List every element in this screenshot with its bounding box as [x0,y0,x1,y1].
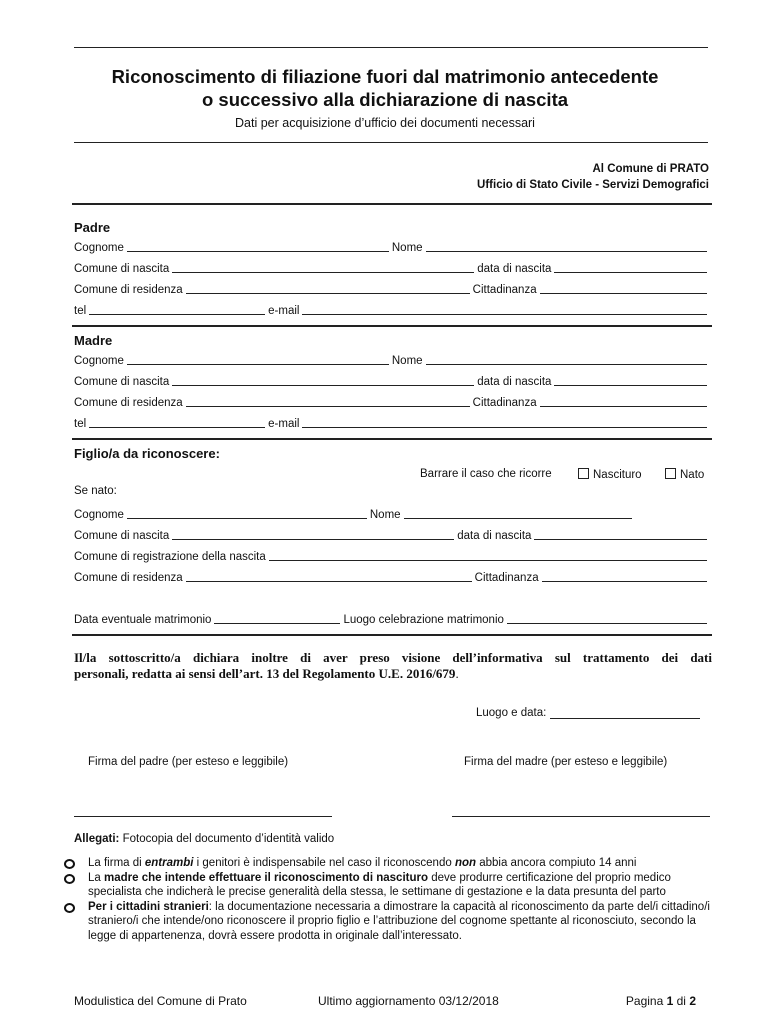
luogo-data-label: Luogo e data: [476,707,547,719]
note-item-stranieri [64,900,714,944]
allegati-text: Fotocopia del documento d’identità valido [122,833,335,845]
madre-tel-field[interactable] [89,415,265,428]
page-title-line1: Riconoscimento di filiazione fuori dal matrimonio antecedente [111,66,659,87]
padre-comune-residenza-label: Comune di residenza [74,284,183,296]
section-rule-dichiarazione [72,634,712,636]
section-rule-figlio [72,438,712,440]
madre-comune-nascita-field[interactable] [172,373,474,386]
footer-page-prefix: Pagina [625,994,667,1008]
option-nascituro-label: Nascituro [593,469,642,481]
madre-email-label: e-mail [268,418,300,430]
luogo-data-field[interactable] [550,706,700,719]
padre-nome-field[interactable] [426,239,707,252]
note3-text: : la documentazione necessaria a dimostrare la capacità al riconoscimento da parte del/i cittadino/i straniero/i che intende/ono riconoscere il proprio figlio e l’attribuzione del cognome spettante al riconosciuto, secondo la legge di appartenenza, dovrà essere prodotta in originale dall’interessato. [88,900,710,942]
madre-cognome-label: Cognome [74,355,124,367]
figlio-data-nascita-field[interactable] [534,527,707,540]
figlio-comune-registrazione-field[interactable] [269,548,707,561]
figlio-row-residenza [74,568,710,584]
madre-row-nascita [74,372,710,388]
firma-madre-line[interactable] [452,816,710,817]
dichiarazione-line1: Il/la sottoscritto/a dichiara inoltre di aver preso visione dell’informativa sul trattamento dei dati [74,650,712,665]
padre-row-contatti [74,301,710,317]
padre-email-field[interactable] [302,302,707,315]
barrare-label: Barrare il caso che ricorre [420,468,552,480]
figlio-nome-label: Nome [369,509,401,521]
madre-nome-field[interactable] [426,352,707,365]
figlio-cittadinanza-field[interactable] [542,569,707,582]
padre-cittadinanza-field[interactable] [540,281,707,294]
figlio-row-names [74,505,710,521]
note1-text-a: La firma di [88,857,145,869]
checkbox-icon[interactable] [578,468,589,479]
madre-tel-label: tel [74,418,87,430]
madre-row-residenza [74,393,710,409]
figlio-nome-field[interactable] [404,506,632,519]
footer-page-total: 2 [689,994,696,1008]
dichiarazione-line2-end: . [455,666,459,681]
madre-cittadinanza-field[interactable] [540,394,707,407]
padre-row-names [74,238,710,254]
data-matrimonio-label: Data eventuale matrimonio [74,614,212,626]
footer-page-num: 1 [666,994,674,1008]
madre-comune-nascita-label: Comune di nascita [74,376,170,388]
bullet-circle-icon [64,903,75,913]
luogo-data-row [476,706,700,719]
dichiarazione-line2-text: personali, redatta ai sensi dell’art. 13 del Regolamento U.E. 2016/679 [74,666,456,681]
padre-data-nascita-field[interactable] [554,260,707,273]
note2-bold: madre che intende effettuare il riconoscimento di nascituro [104,871,428,884]
notes-list [64,856,714,943]
bullet-circle-icon [64,874,75,884]
luogo-matrimonio-label: Luogo celebrazione matrimonio [343,614,504,626]
padre-email-label: e-mail [268,305,300,317]
bullet-circle-icon [64,859,75,869]
padre-nome-label: Nome [391,242,423,254]
figlio-data-nascita-label: data di nascita [457,530,532,542]
footer-page-mid: di [673,994,690,1008]
allegati [74,833,334,845]
note1-text-e: abbia ancora compiuto 14 anni [476,857,637,869]
footer-page [626,994,696,1008]
note-item-firma [64,856,714,871]
madre-row-names [74,351,710,367]
padre-cognome-label: Cognome [74,242,124,254]
padre-data-nascita-label: data di nascita [477,263,552,275]
note-item-madre [64,871,714,900]
madre-data-nascita-label: data di nascita [477,376,552,388]
figlio-comune-residenza-label: Comune di residenza [74,572,183,584]
section-rule-padre [72,203,712,205]
madre-nome-label: Nome [391,355,423,367]
note2-text-a: La [88,871,104,884]
footer-center: Ultimo aggiornamento 03/12/2018 [318,994,499,1008]
madre-cittadinanza-label: Cittadinanza [472,397,537,409]
option-nascituro[interactable] [578,468,642,481]
dichiarazione-line2 [74,666,459,682]
firma-padre-line[interactable] [74,816,332,817]
figlio-comune-nascita-label: Comune di nascita [74,530,170,542]
data-matrimonio-field[interactable] [214,611,340,624]
firma-madre-label: Firma del madre (per esteso e leggibile) [464,756,668,768]
note3-bold: Per i cittadini stranieri [88,900,209,913]
padre-tel-field[interactable] [89,302,265,315]
madre-row-contatti [74,414,710,430]
note2-text-c: deve produrre certificazione del proprio medico specialista che indicherà le precise generalità della stessa, le settimane di gestazione e la data presunta del parto [88,871,671,898]
figlio-cognome-label: Cognome [74,509,124,521]
note1-non: non [454,857,477,869]
madre-data-nascita-field[interactable] [554,373,707,386]
section-title-madre: Madre [74,333,113,348]
padre-comune-residenza-field[interactable] [186,281,470,294]
padre-comune-nascita-field[interactable] [172,260,474,273]
figlio-cognome-field[interactable] [127,506,367,519]
recipient-line2: Ufficio di Stato Civile - Servizi Demografici [477,179,709,191]
allegati-label: Allegati: [74,833,120,845]
firma-padre-label: Firma del padre (per esteso e leggibile) [88,756,289,768]
recipient [477,161,709,193]
page-subtitle: Dati per acquisizione d’ufficio dei documenti necessari [235,116,535,130]
figlio-cittadinanza-label: Cittadinanza [474,572,539,584]
madre-email-field[interactable] [302,415,707,428]
section-title-figlio: Figlio/a da riconoscere: [74,446,220,461]
section-rule-madre [72,325,712,327]
header-rule [74,142,708,143]
footer-left: Modulistica del Comune di Prato [74,994,247,1008]
note1-entrambi: entrambi [144,857,194,869]
figlio-comune-residenza-field[interactable] [186,569,472,582]
top-rule [74,47,708,48]
madre-cognome-field[interactable] [127,352,389,365]
option-nato-label: Nato [680,469,705,481]
madre-comune-residenza-label: Comune di residenza [74,397,183,409]
madre-comune-residenza-field[interactable] [186,394,470,407]
figlio-comune-nascita-field[interactable] [172,527,454,540]
se-nato-label: Se nato: [74,485,117,497]
padre-row-residenza [74,280,710,296]
padre-tel-label: tel [74,305,87,317]
note1-text-c: i genitori è indispensabile nel caso il riconoscendo [193,857,455,869]
option-nato[interactable] [665,468,704,481]
padre-cognome-field[interactable] [127,239,389,252]
figlio-row-nascita [74,526,710,542]
matrimonio-row [74,610,710,626]
recipient-line1: Al Comune di PRATO [592,163,709,175]
figlio-comune-registrazione-label: Comune di registrazione della nascita [74,551,266,563]
page-title-line2: o successivo alla dichiarazione di nascita [201,89,569,110]
figlio-row-registrazione [74,547,710,563]
checkbox-icon[interactable] [665,468,676,479]
padre-cittadinanza-label: Cittadinanza [472,284,537,296]
padre-comune-nascita-label: Comune di nascita [74,263,170,275]
padre-row-nascita [74,259,710,275]
luogo-matrimonio-field[interactable] [507,611,707,624]
section-title-padre: Padre [74,220,111,235]
